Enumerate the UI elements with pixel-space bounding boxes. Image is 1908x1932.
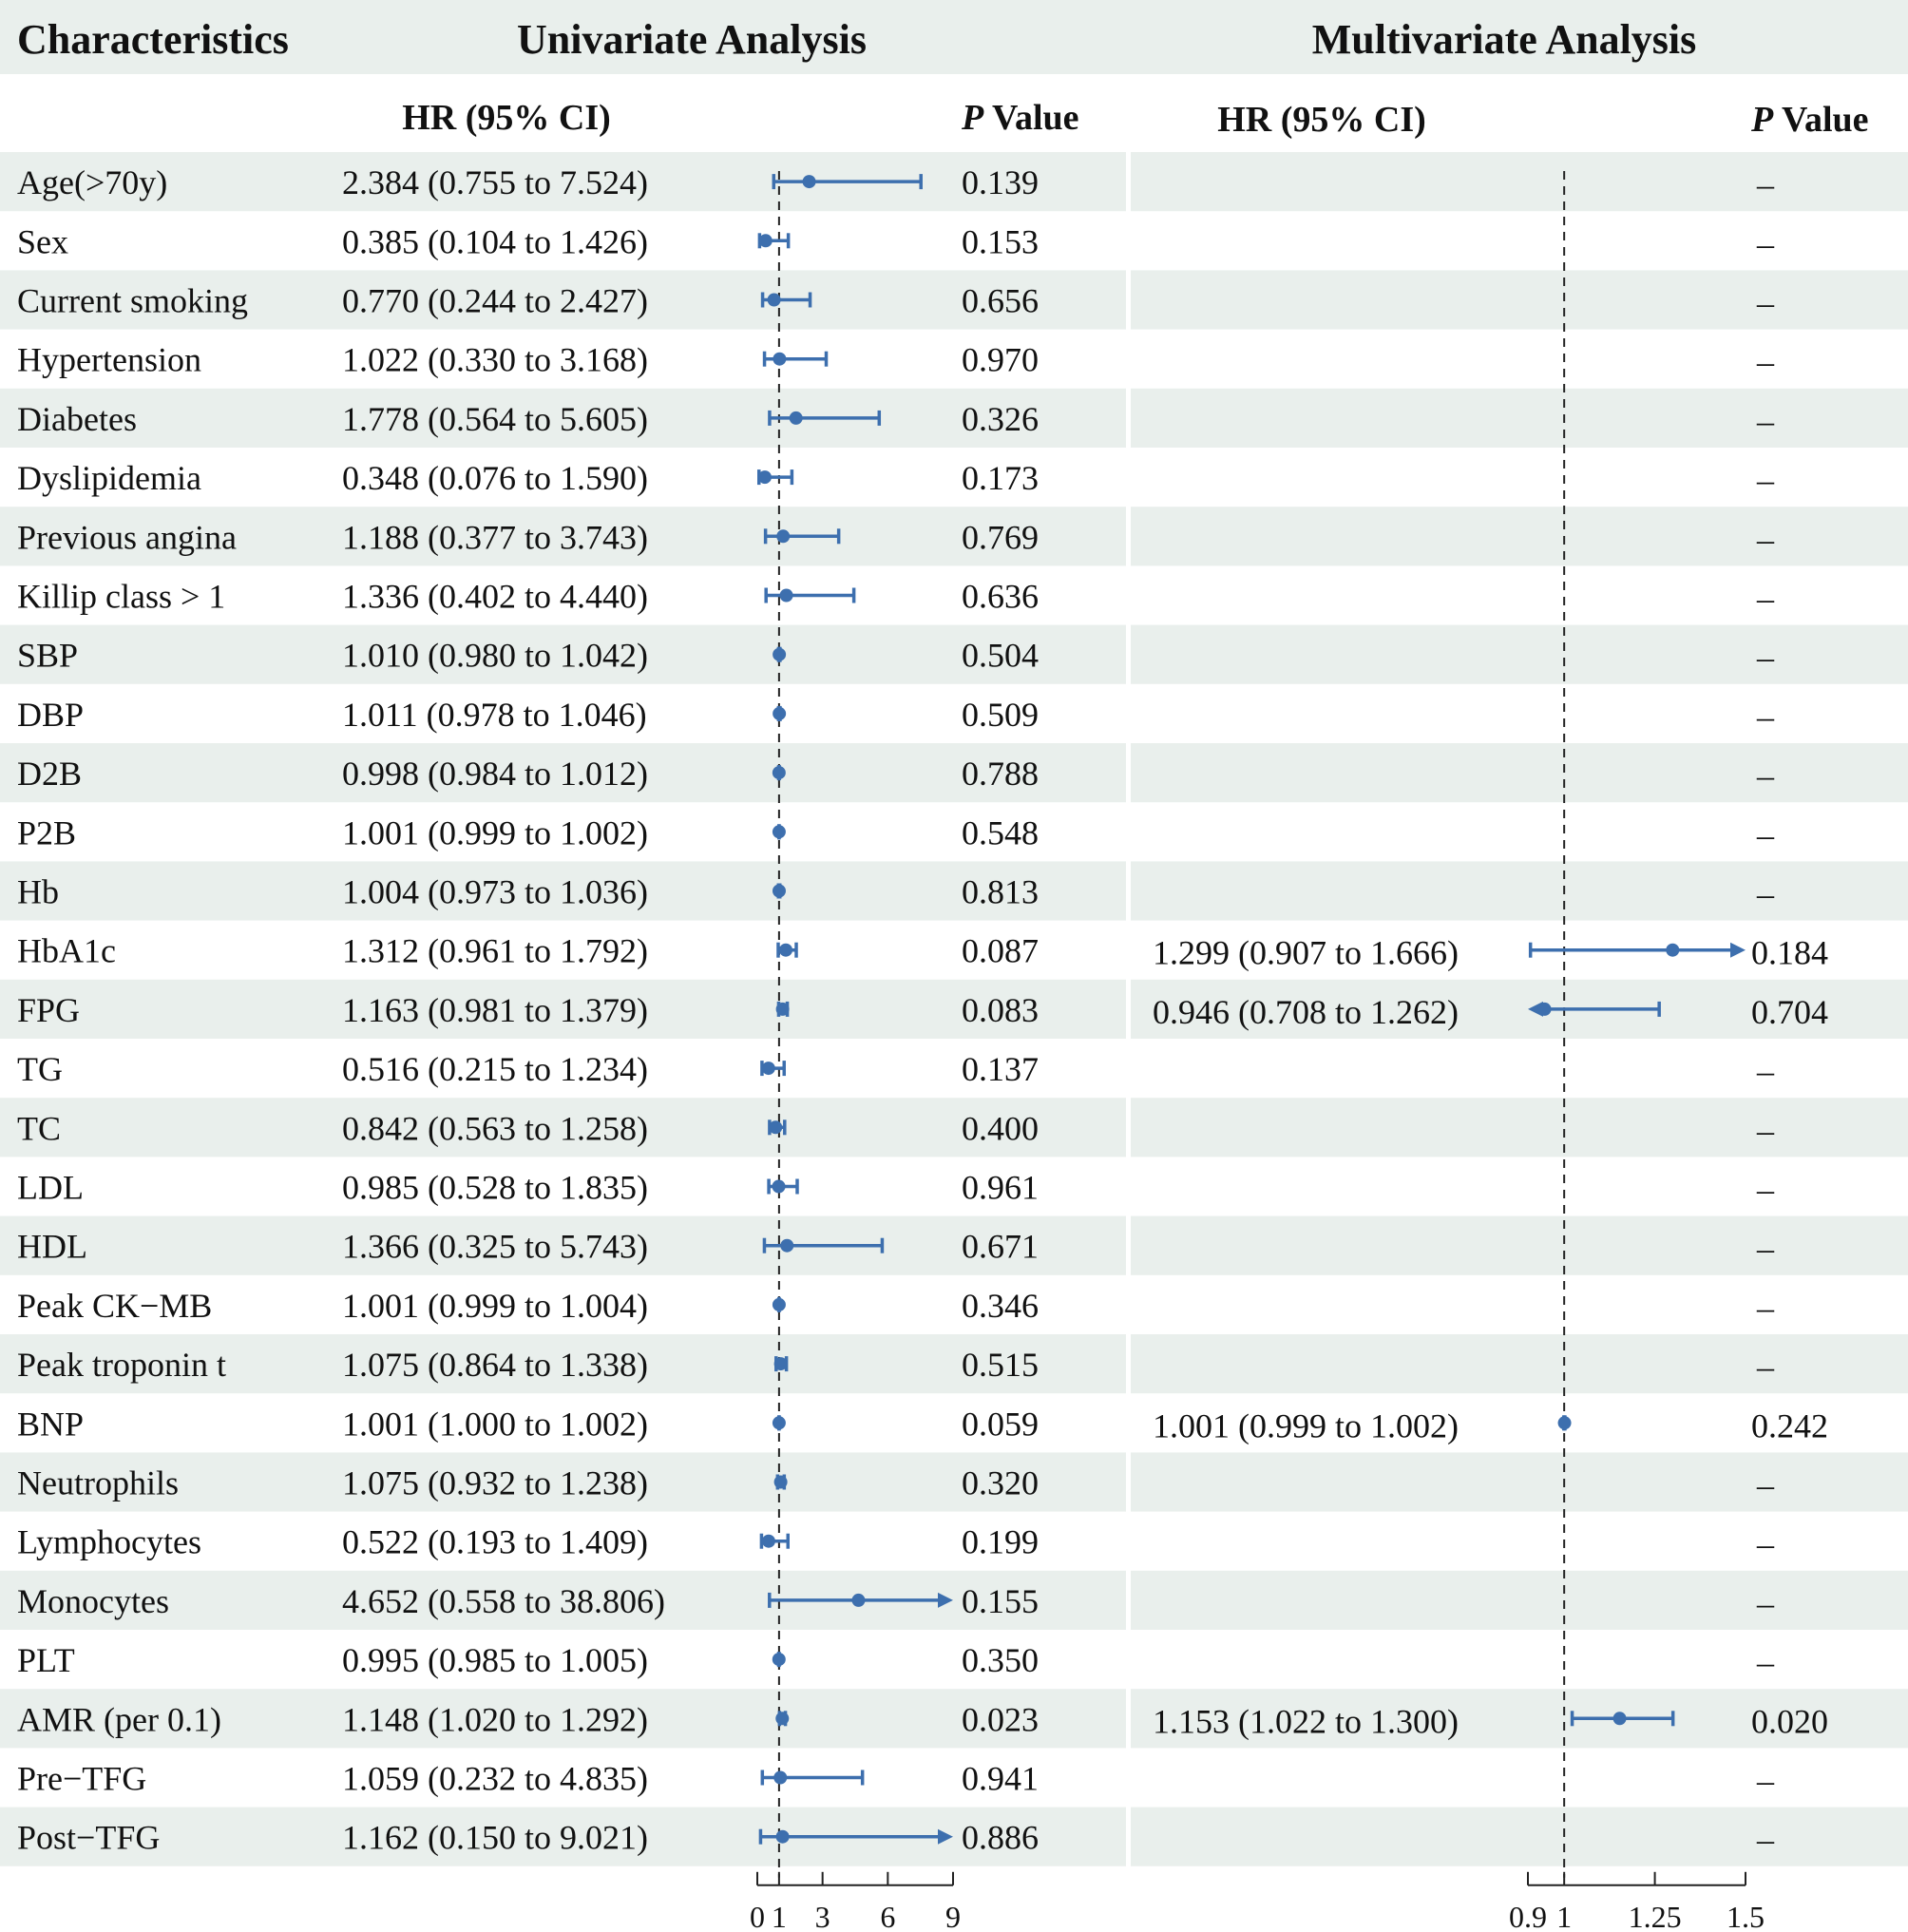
uni-hr-ci-value: 1.188 (0.377 to 3.743) [342, 518, 648, 557]
characteristic-label: Pre−TFG [17, 1759, 147, 1798]
uni-hr-point [773, 707, 786, 720]
characteristic-label: FPG [17, 990, 81, 1029]
characteristic-label: DBP [17, 695, 85, 734]
multi-p-dash: – [1757, 1052, 1774, 1091]
uni-p-value: 0.346 [962, 1286, 1039, 1325]
uni-hr-point [762, 1062, 775, 1075]
uni-p-value: 0.671 [962, 1227, 1039, 1266]
uni-hr-point [762, 1535, 775, 1548]
uni-p-value: 0.941 [962, 1759, 1039, 1798]
uni-tick-label: 9 [945, 1899, 961, 1932]
uni-hr-ci-value: 0.348 (0.076 to 1.590) [342, 459, 648, 498]
uni-hr-ci-value: 1.312 (0.961 to 1.792) [342, 931, 648, 970]
uni-p-value: 0.970 [962, 340, 1039, 379]
characteristic-label: TG [17, 1050, 63, 1089]
uni-p-value: 0.548 [962, 813, 1039, 852]
uni-hr-ci-value: 1.336 (0.402 to 4.440) [342, 577, 648, 616]
uni-hr-point [780, 589, 793, 603]
multi-hr-ci-value: 1.001 (0.999 to 1.002) [1153, 1406, 1459, 1445]
multi-p-value: 0.704 [1751, 992, 1828, 1031]
uni-hr-point [773, 885, 786, 898]
multi-p-dash: – [1757, 1820, 1774, 1859]
uni-p-value: 0.326 [962, 399, 1039, 438]
multi-hr-point [1613, 1712, 1627, 1725]
row-band [1131, 861, 1908, 920]
row-band [1131, 507, 1908, 565]
characteristic-label: Post−TFG [17, 1818, 161, 1857]
uni-p-value: 0.320 [962, 1463, 1039, 1502]
row-band [1131, 389, 1908, 448]
multi-ci-arrow-right [1730, 943, 1746, 958]
uni-hr-ci-value: 0.522 (0.193 to 1.409) [342, 1522, 648, 1561]
multi-p-dash: – [1757, 224, 1774, 263]
uni-hr-point [780, 1239, 793, 1253]
uni-hr-point [803, 175, 816, 188]
uni-hr-point [776, 529, 790, 543]
uni-p-value: 0.636 [962, 577, 1039, 616]
multi-p-dash: – [1757, 283, 1774, 322]
characteristic-label: Peak CK−MB [17, 1286, 213, 1325]
row-band [1131, 1216, 1908, 1275]
uni-hr-point [776, 1003, 790, 1016]
multi-tick-label: 1.5 [1727, 1899, 1765, 1932]
multi-p-dash: – [1757, 1583, 1774, 1622]
uni-p-value: 0.504 [962, 636, 1039, 675]
characteristic-label: LDL [17, 1168, 84, 1207]
uni-hr-ci-value: 0.770 (0.244 to 2.427) [342, 281, 648, 320]
uni-hr-ci-value: 0.985 (0.528 to 1.835) [342, 1168, 648, 1207]
uni-hr-ci-value: 1.148 (1.020 to 1.292) [342, 1700, 648, 1739]
multivariate-header: Multivariate Analysis [1311, 16, 1697, 63]
uni-hr-point [773, 648, 786, 661]
characteristic-label: Age(>70y) [17, 163, 168, 202]
uni-p-value: 0.087 [962, 931, 1039, 970]
characteristic-label: HbA1c [17, 931, 116, 970]
multi-p-value: 0.184 [1751, 933, 1828, 972]
uni-hr-ci-value: 1.001 (0.999 to 1.004) [342, 1286, 648, 1325]
multi-tick-label: 0.9 [1509, 1899, 1547, 1932]
uni-hr-ci-header: HR (95% CI) [402, 98, 611, 138]
characteristic-label: Diabetes [17, 399, 137, 438]
characteristic-label: Current smoking [17, 281, 248, 320]
multi-p-value: 0.242 [1751, 1406, 1828, 1445]
characteristic-label: D2B [17, 755, 83, 794]
multi-p-dash: – [1757, 874, 1774, 913]
uni-hr-ci-value: 2.384 (0.755 to 7.524) [342, 163, 648, 202]
uni-p-value: 0.961 [962, 1168, 1039, 1207]
characteristic-label: Neutrophils [17, 1463, 179, 1502]
uni-p-letter: P [962, 98, 984, 138]
characteristic-label: Lymphocytes [17, 1522, 201, 1561]
row-band [1131, 1334, 1908, 1393]
multi-p-dash: – [1757, 1229, 1774, 1268]
characteristic-label: SBP [17, 636, 79, 675]
row-band [1131, 1808, 1908, 1866]
characteristic-label: Previous angina [17, 518, 237, 557]
uni-hr-point [779, 944, 792, 957]
uni-hr-point [773, 1653, 786, 1666]
uni-hr-point [773, 353, 786, 366]
multi-p-dash: – [1757, 1170, 1774, 1209]
uni-hr-point [758, 470, 772, 484]
uni-hr-point [769, 1120, 782, 1134]
uni-tick-label: 1 [771, 1899, 787, 1932]
multi-p-dash: – [1757, 1524, 1774, 1563]
uni-hr-point [774, 1476, 788, 1489]
uni-p-value: 0.139 [962, 163, 1039, 202]
uni-hr-point [790, 411, 803, 425]
uni-hr-point [773, 1298, 786, 1311]
uni-p-value: 0.350 [962, 1641, 1039, 1680]
uni-hr-point [768, 294, 781, 307]
row-band [1131, 1571, 1908, 1630]
characteristic-label: Dyslipidemia [17, 459, 201, 498]
uni-p-value: 0.509 [962, 695, 1039, 734]
uni-hr-ci-value: 0.385 (0.104 to 1.426) [342, 222, 648, 261]
uni-hr-ci-value: 1.010 (0.980 to 1.042) [342, 636, 648, 675]
uni-hr-ci-value: 1.366 (0.325 to 5.743) [342, 1227, 648, 1266]
characteristic-label: PLT [17, 1641, 75, 1680]
multi-p-word: Value [1773, 100, 1869, 140]
multi-p-dash: – [1757, 401, 1774, 440]
uni-hr-point [773, 1416, 786, 1429]
uni-p-value: 0.656 [962, 281, 1039, 320]
multi-p-value: 0.020 [1751, 1702, 1828, 1741]
characteristic-label: Monocytes [17, 1581, 169, 1620]
uni-hr-point [774, 1357, 788, 1370]
uni-hr-ci-value: 1.001 (1.000 to 1.002) [342, 1405, 648, 1444]
uni-p-value: 0.400 [962, 1109, 1039, 1148]
multi-hr-point [1558, 1416, 1572, 1429]
multi-hr-ci-value: 1.299 (0.907 to 1.666) [1153, 933, 1459, 972]
uni-p-value: 0.515 [962, 1346, 1039, 1385]
multi-p-dash: – [1757, 756, 1774, 795]
row-band [1131, 270, 1908, 329]
characteristic-label: AMR (per 0.1) [17, 1700, 221, 1739]
multi-p-dash: – [1757, 579, 1774, 618]
characteristic-label: BNP [17, 1405, 85, 1444]
multi-p-dash: – [1757, 520, 1774, 559]
uni-p-value-header [961, 98, 1079, 138]
uni-hr-ci-value: 4.652 (0.558 to 38.806) [342, 1581, 665, 1620]
uni-tick-label: 3 [814, 1899, 830, 1932]
characteristics-header: Characteristics [17, 16, 289, 63]
characteristic-label: Peak troponin t [17, 1346, 226, 1385]
characteristic-label: TC [17, 1109, 62, 1148]
multi-p-dash: – [1757, 1761, 1774, 1800]
uni-hr-ci-value: 0.842 (0.563 to 1.258) [342, 1109, 648, 1148]
multi-p-dash: – [1757, 461, 1774, 500]
multi-p-dash: – [1757, 165, 1774, 204]
uni-hr-point [851, 1594, 865, 1607]
multi-p-dash: – [1757, 697, 1774, 736]
uni-hr-point [773, 1771, 787, 1785]
uni-hr-ci-value: 1.163 (0.981 to 1.379) [342, 990, 648, 1029]
row-band [1131, 1098, 1908, 1157]
multi-p-dash: – [1757, 1465, 1774, 1504]
uni-hr-ci-value: 0.516 (0.215 to 1.234) [342, 1050, 648, 1089]
multi-tick-label: 1 [1556, 1899, 1573, 1932]
uni-hr-ci-value: 0.998 (0.984 to 1.012) [342, 755, 648, 794]
uni-p-value: 0.137 [962, 1050, 1039, 1089]
uni-hr-ci-value: 1.075 (0.932 to 1.238) [342, 1463, 648, 1502]
uni-p-value: 0.155 [962, 1581, 1039, 1620]
characteristic-label: Killip class > 1 [17, 577, 226, 616]
row-band [1131, 625, 1908, 684]
uni-p-value: 0.788 [962, 755, 1039, 794]
multi-p-value-header [1750, 100, 1869, 140]
uni-p-value: 0.059 [962, 1405, 1039, 1444]
uni-p-word: Value [983, 98, 1079, 138]
multi-p-dash: – [1757, 1643, 1774, 1682]
uni-hr-ci-value: 1.011 (0.978 to 1.046) [342, 695, 647, 734]
multi-hr-ci-value: 0.946 (0.708 to 1.262) [1153, 992, 1459, 1031]
uni-p-value: 0.153 [962, 222, 1039, 261]
uni-hr-ci-value: 1.001 (0.999 to 1.002) [342, 813, 648, 852]
multi-p-dash: – [1757, 815, 1774, 854]
multi-p-dash: – [1757, 1288, 1774, 1327]
univariate-header: Univariate Analysis [517, 16, 867, 63]
multi-hr-ci-value: 1.153 (1.022 to 1.300) [1153, 1702, 1459, 1741]
uni-hr-point [759, 234, 773, 247]
multi-tick-label: 1.25 [1628, 1899, 1682, 1932]
uni-hr-point [775, 1712, 789, 1725]
multi-hr-point [1538, 1003, 1552, 1016]
uni-p-value: 0.769 [962, 518, 1039, 557]
uni-p-value: 0.813 [962, 872, 1039, 911]
uni-p-value: 0.083 [962, 990, 1039, 1029]
uni-hr-ci-value: 1.778 (0.564 to 5.605) [342, 399, 648, 438]
uni-hr-ci-value: 0.995 (0.985 to 1.005) [342, 1641, 648, 1680]
multi-hr-ci-header: HR (95% CI) [1217, 100, 1426, 140]
uni-tick-label: 6 [880, 1899, 896, 1932]
characteristic-label: HDL [17, 1227, 87, 1266]
uni-hr-ci-value: 1.162 (0.150 to 9.021) [342, 1818, 648, 1857]
characteristic-label: P2B [17, 813, 77, 852]
uni-tick-label: 0 [750, 1899, 765, 1932]
uni-hr-point [773, 1180, 786, 1194]
uni-p-value: 0.023 [962, 1700, 1039, 1739]
characteristic-label: Hb [17, 872, 59, 911]
uni-hr-ci-value: 1.004 (0.973 to 1.036) [342, 872, 648, 911]
uni-hr-ci-value: 1.059 (0.232 to 4.835) [342, 1759, 648, 1798]
uni-hr-point [773, 766, 786, 779]
uni-p-value: 0.199 [962, 1522, 1039, 1561]
uni-hr-ci-value: 1.075 (0.864 to 1.338) [342, 1346, 648, 1385]
multi-p-dash: – [1757, 1348, 1774, 1387]
uni-hr-ci-value: 1.022 (0.330 to 3.168) [342, 340, 648, 379]
multi-p-letter: P [1751, 100, 1774, 140]
characteristic-label: Sex [17, 222, 68, 261]
multi-p-dash: – [1757, 638, 1774, 677]
multi-p-dash: – [1757, 1111, 1774, 1150]
uni-hr-point [773, 825, 786, 838]
characteristic-label: Hypertension [17, 340, 201, 379]
multi-hr-point [1666, 944, 1679, 957]
uni-p-value: 0.886 [962, 1818, 1039, 1857]
multi-p-dash: – [1757, 342, 1774, 381]
row-band [1131, 152, 1908, 211]
uni-hr-point [776, 1830, 790, 1844]
row-band [1131, 1452, 1908, 1511]
row-band [1131, 743, 1908, 802]
uni-p-value: 0.173 [962, 459, 1039, 498]
